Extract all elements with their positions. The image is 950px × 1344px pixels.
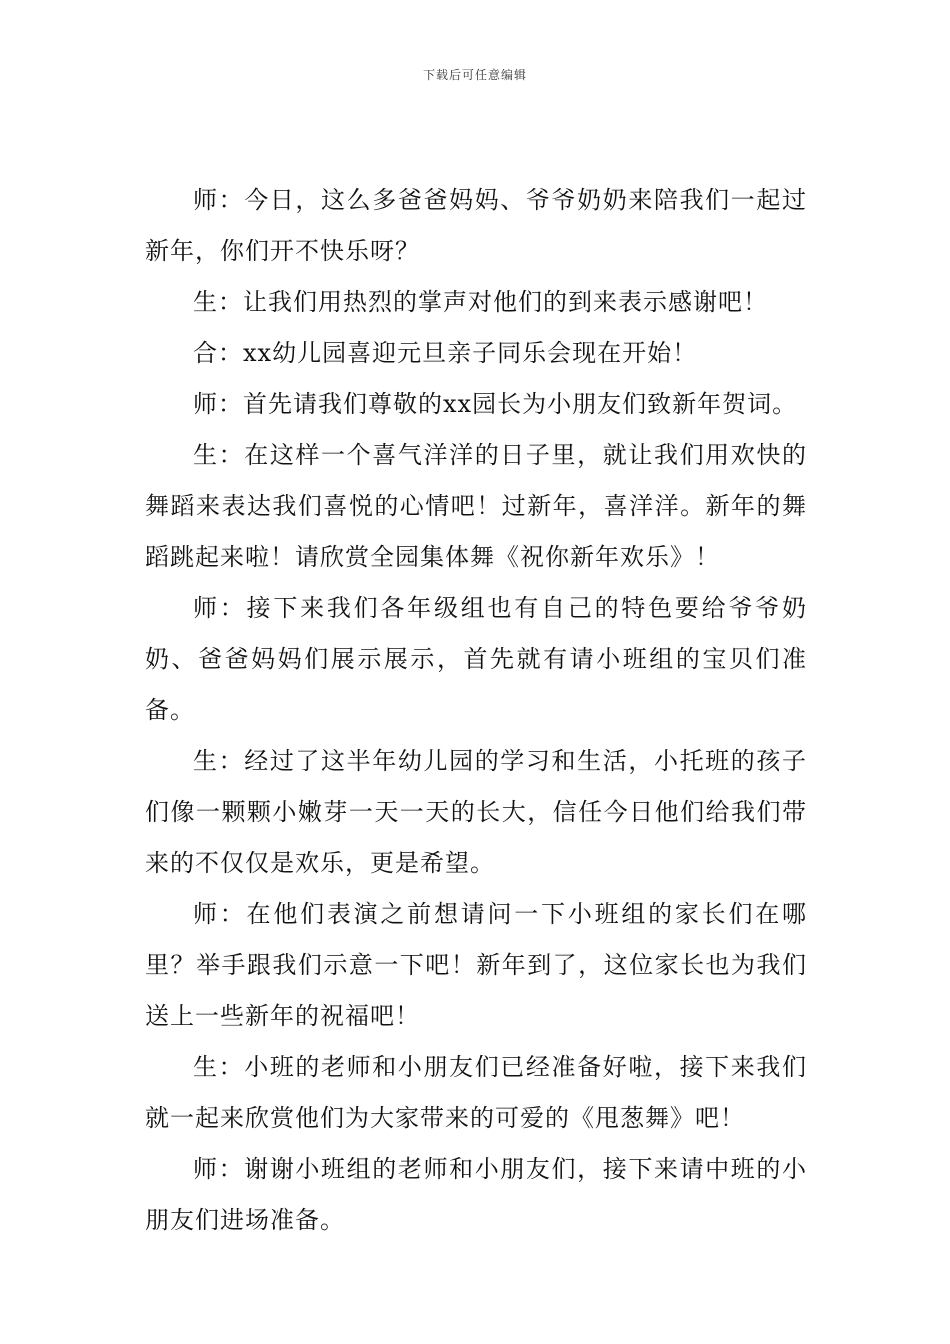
paragraph: 生：经过了这半年幼儿园的学习和生活，小托班的孩子们像一颗颗小嫩芽一天一天的长大，信任今日他们给我们带来的不仅仅是欢乐，更是希望。 [145, 747, 807, 877]
paragraph: 生：小班的老师和小朋友们已经准备好啦，接下来我们就一起来欣赏他们为大家带来的可爱的《甩葱舞》吧！ [145, 1053, 807, 1132]
paragraph: 师：今日，这么多爸爸妈妈、爷爷奶奶来陪我们一起过新年，你们开不快乐呀？ [145, 186, 807, 265]
document-body [145, 175, 807, 1246]
paragraph: 师：接下来我们各年级组也有自己的特色要给爷爷奶奶、爸爸妈妈们展示展示，首先就有请小班组的宝贝们准备。 [145, 594, 807, 724]
paragraph: 师：首先请我们尊敬的xx园长为小朋友们致新年贺词。 [193, 390, 798, 418]
paragraph: 师：谢谢小班组的老师和小朋友们，接下来请中班的小朋友们进场准备。 [145, 1155, 807, 1234]
header-note: 下载后可任意编辑 [422, 68, 527, 82]
paragraph: 生：让我们用热烈的掌声对他们的到来表示感谢吧！ [193, 288, 768, 316]
paragraph: 生：在这样一个喜气洋洋的日子里，就让我们用欢快的舞蹈来表达我们喜悦的心情吧！过新年，喜洋洋。新年的舞蹈跳起来啦！请欣赏全园集体舞《祝你新年欢乐》！ [145, 441, 807, 571]
paragraph: 师：在他们表演之前想请问一下小班组的家长们在哪里？举手跟我们示意一下吧！新年到了，这位家长也为我们送上一些新年的祝福吧！ [145, 900, 807, 1030]
paragraph: 合：xx幼儿园喜迎元旦亲子同乐会现在开始！ [193, 339, 698, 367]
